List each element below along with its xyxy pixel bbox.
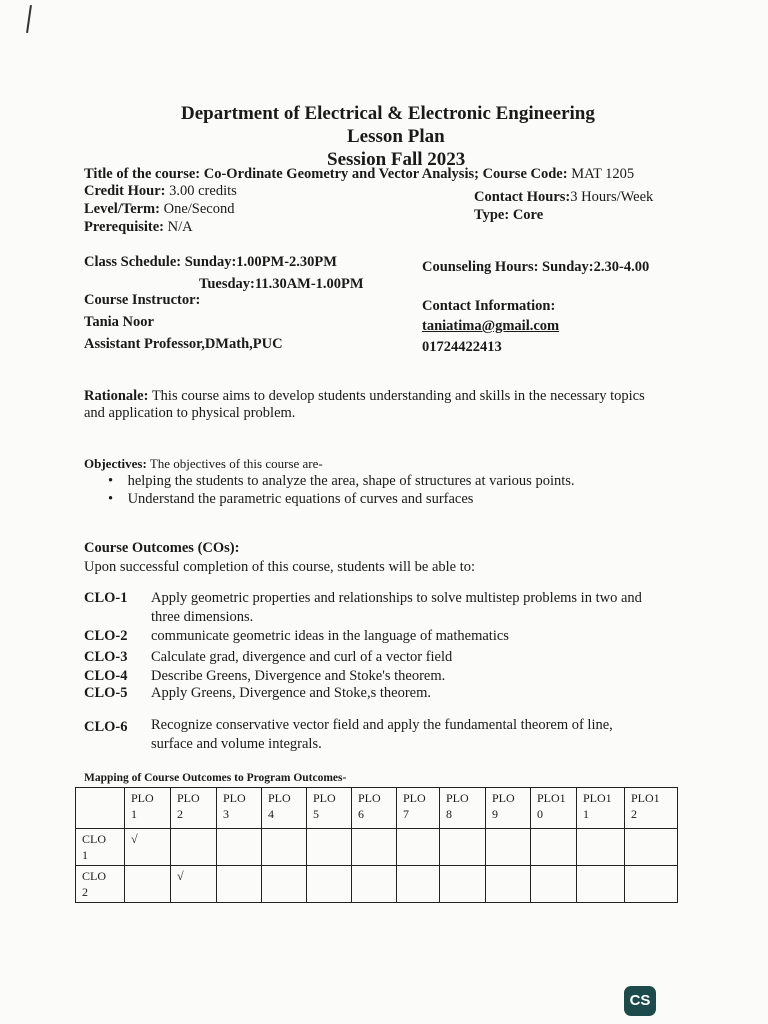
- column-header: [531, 788, 577, 829]
- text: Understand the parametric equations of curves and surfaces: [127, 491, 474, 507]
- header-text: 1: [131, 807, 137, 821]
- row-header: [76, 866, 125, 903]
- instructor-label: Course Instructor:: [84, 292, 201, 308]
- label: Class Schedule:: [84, 254, 182, 270]
- outcomes-intro: Upon successful completion of this course, students will be able to:: [84, 559, 476, 575]
- table-cell: [352, 866, 397, 903]
- text: The objectives of this course are-: [149, 456, 323, 471]
- clo-id: CLO-2: [84, 628, 128, 644]
- value: N/A: [167, 219, 193, 235]
- header-text: PLO: [403, 791, 426, 805]
- table-cell: [531, 866, 577, 903]
- row-label: CLO: [82, 832, 106, 846]
- table-cell: [397, 866, 440, 903]
- row-label: 1: [82, 848, 88, 862]
- header-text: 2: [177, 807, 183, 821]
- clo-text: Apply geometric properties and relationships to solve multistep problems in two and: [151, 590, 642, 606]
- row-label: CLO: [82, 869, 106, 883]
- clo-id: CLO-6: [84, 719, 128, 735]
- header-text: 4: [268, 807, 274, 821]
- pen-mark: [26, 5, 32, 33]
- table-cell: [217, 866, 262, 903]
- table-cell: [217, 829, 262, 866]
- table-cell: [125, 866, 171, 903]
- clo-text: surface and volume integrals.: [151, 736, 322, 752]
- table-cell: [625, 829, 678, 866]
- level-term: [84, 201, 234, 218]
- schedule-sunday: Sunday:1.00PM-2.30PM: [184, 254, 337, 270]
- column-header: [171, 788, 217, 829]
- label: Contact Hours:: [474, 189, 571, 205]
- table-cell: [171, 866, 217, 903]
- table-cell: [307, 829, 352, 866]
- header-text: PLO: [223, 791, 246, 805]
- column-header: [262, 788, 307, 829]
- header-text: PLO: [177, 791, 200, 805]
- table-cell: [486, 866, 531, 903]
- column-header: [440, 788, 486, 829]
- header-text: PLO: [268, 791, 291, 805]
- schedule-tuesday: Tuesday:11.30AM-1.00PM: [199, 276, 364, 292]
- objective-item: • helping the students to analyze the area, shape of structures at various points.: [108, 473, 575, 489]
- column-header: [352, 788, 397, 829]
- label: Rationale:: [84, 388, 149, 404]
- table-row: [76, 829, 678, 866]
- email-link[interactable]: taniatima@gmail.com: [422, 318, 560, 334]
- check-mark: √: [177, 869, 184, 883]
- session-title: Session Fall 2023: [327, 149, 466, 170]
- table-cell: [352, 829, 397, 866]
- label: Title of the course:: [84, 166, 201, 182]
- course-title: Co-Ordinate Geometry and Vector Analysis;: [203, 166, 479, 182]
- table-cell: [397, 829, 440, 866]
- contact-hours: [474, 189, 653, 206]
- contact-label: Contact Information:: [422, 298, 556, 314]
- value: One/Second: [163, 201, 235, 217]
- instructor-designation: Assistant Professor,DMath,PUC: [84, 336, 283, 352]
- instructor-name: Tania Noor: [84, 314, 154, 330]
- clo-plo-mapping-table: [75, 787, 678, 903]
- clo-text: three dimensions.: [151, 609, 254, 625]
- row-header: [76, 829, 125, 866]
- objectives: [84, 456, 323, 472]
- table-cell: [577, 829, 625, 866]
- header-text: PLO: [313, 791, 336, 805]
- header-text: PLO: [358, 791, 381, 805]
- clo-text: Apply Greens, Divergence and Stoke,s theorem.: [151, 685, 431, 701]
- column-header: [397, 788, 440, 829]
- label: Credit Hour:: [84, 183, 166, 199]
- header-text: PLO1: [583, 791, 612, 805]
- header-text: 7: [403, 807, 409, 821]
- clo-id: CLO-3: [84, 649, 128, 665]
- header-text: 0: [537, 807, 543, 821]
- header-text: 6: [358, 807, 364, 821]
- table-cell: [125, 829, 171, 866]
- column-header: [217, 788, 262, 829]
- clo-text: Describe Greens, Divergence and Stoke's theorem.: [151, 668, 446, 684]
- counseling-hours: Counseling Hours: Sunday:2.30-4.00: [422, 259, 650, 275]
- credit-hour: [84, 183, 237, 200]
- header-text: 5: [313, 807, 319, 821]
- column-header: [307, 788, 352, 829]
- header-text: 1: [583, 807, 589, 821]
- prerequisite: [84, 219, 193, 236]
- label: Type:: [474, 207, 510, 223]
- header-text: 2: [631, 807, 637, 821]
- column-header: [625, 788, 678, 829]
- class-schedule: [84, 254, 337, 271]
- department-heading: Department of Electrical & Electronic Engineering: [181, 103, 595, 124]
- column-header: [486, 788, 531, 829]
- label: Course Code:: [482, 166, 568, 182]
- label: Objectives:: [84, 456, 147, 471]
- column-header: [125, 788, 171, 829]
- mapping-title: Mapping of Course Outcomes to Program Outcomes-: [84, 772, 347, 784]
- clo-text: communicate geometric ideas in the language of mathematics: [151, 628, 509, 644]
- objective-item: • Understand the parametric equations of curves and surfaces: [108, 491, 474, 507]
- course-code: MAT 1205: [571, 166, 635, 182]
- header-text: PLO: [446, 791, 469, 805]
- text: helping the students to analyze the area, shape of structures at various points.: [127, 473, 575, 489]
- header-text: 8: [446, 807, 452, 821]
- label: Level/Term:: [84, 201, 160, 217]
- rationale-cont: and application to physical problem.: [84, 405, 296, 421]
- phone: 01724422413: [422, 339, 502, 355]
- table-row: [76, 866, 678, 903]
- header-text: PLO1: [631, 791, 660, 805]
- header-text: PLO1: [537, 791, 566, 805]
- clo-id: CLO-5: [84, 685, 128, 701]
- table-cell: [577, 866, 625, 903]
- table-cell: [625, 866, 678, 903]
- table-cell: [262, 829, 307, 866]
- header-text: 3: [223, 807, 229, 821]
- rationale: [84, 388, 645, 405]
- clo-text: Calculate grad, divergence and curl of a vector field: [151, 649, 453, 665]
- table-header-row: [76, 788, 678, 829]
- table-cell: [531, 829, 577, 866]
- table-cell: [307, 866, 352, 903]
- value: Core: [512, 207, 544, 223]
- text: This course aims to develop students understanding and skills in the necessary topics: [151, 388, 645, 404]
- corner-cell: [76, 788, 125, 829]
- outcomes-heading: Course Outcomes (COs):: [84, 540, 240, 556]
- row-label: 2: [82, 885, 88, 899]
- check-mark: √: [131, 832, 138, 846]
- logo-text: CS: [629, 992, 651, 1009]
- table-cell: [486, 829, 531, 866]
- course-type: [474, 207, 543, 224]
- camscanner-logo: [624, 986, 656, 1016]
- value: 3 Hours/Week: [570, 189, 654, 205]
- course-title-line: [84, 166, 634, 183]
- header-text: PLO: [492, 791, 515, 805]
- clo-id: CLO-1: [84, 590, 128, 606]
- label: Prerequisite:: [84, 219, 164, 235]
- table-cell: [171, 829, 217, 866]
- table-cell: [440, 866, 486, 903]
- header-text: 9: [492, 807, 498, 821]
- header-text: PLO: [131, 791, 154, 805]
- clo-text: Recognize conservative vector field and apply the fundamental theorem of line,: [151, 717, 613, 733]
- table-cell: [440, 829, 486, 866]
- table-cell: [262, 866, 307, 903]
- column-header: [577, 788, 625, 829]
- clo-id: CLO-4: [84, 668, 128, 684]
- doc-title: Lesson Plan: [347, 126, 445, 147]
- value: 3.00 credits: [169, 183, 237, 199]
